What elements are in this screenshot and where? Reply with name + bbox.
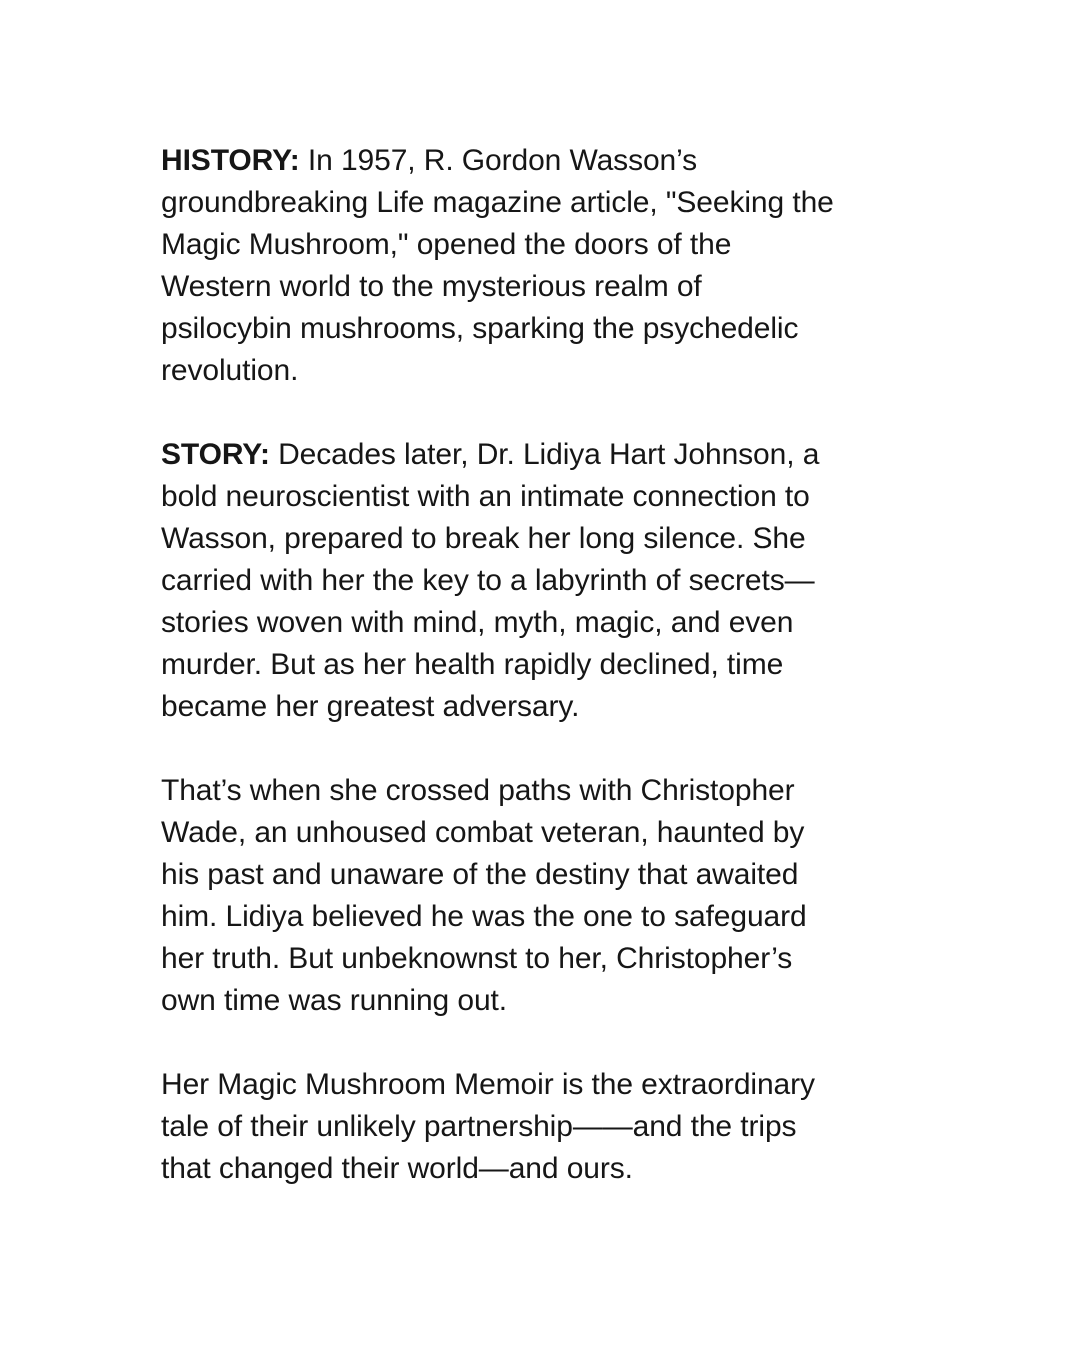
story-line-6: murder. But as her health rapidly declined, time [161,648,784,681]
story-line-3: Wasson, prepared to break her long silence. She [161,522,806,555]
story-line-7: became her greatest adversary. [161,690,580,723]
history-line-3: Magic Mushroom," opened the doors of the [161,228,732,261]
history-paragraph [161,140,921,392]
history-label: HISTORY: [161,144,300,177]
meeting-line-2: Wade, an unhoused combat veteran, haunted by [161,816,805,849]
story-paragraph [161,434,921,728]
meeting-line-6: own time was running out. [161,984,508,1017]
story-line-2: bold neuroscientist with an intimate connection to [161,480,810,513]
meeting-line-1: That’s when she crossed paths with Christopher [161,774,795,807]
history-line-5: psilocybin mushrooms, sparking the psychedelic [161,312,799,345]
story-label: STORY: [161,438,270,471]
meeting-line-5: her truth. But unbeknownst to her, Christopher’s [161,942,793,975]
story-line-4: carried with her the key to a labyrinth of secrets— [161,564,815,597]
story-line-1 [161,434,921,476]
closing-line-2: tale of their unlikely partnership——and the trips [161,1110,797,1143]
synopsis-text [161,140,921,1190]
meeting-line-4: him. Lidiya believed he was the one to safeguard [161,900,807,933]
closing-paragraph [161,1064,921,1190]
story-line-1-text: Decades later, Dr. Lidiya Hart Johnson, a [269,438,820,471]
history-line-1-text: In 1957, R. Gordon Wasson’s [299,144,698,177]
history-line-1 [161,140,921,182]
story-line-5: stories woven with mind, myth, magic, and even [161,606,794,639]
meeting-paragraph [161,770,921,1022]
history-line-4: Western world to the mysterious realm of [161,270,702,303]
history-line-6: revolution. [161,354,299,387]
closing-line-3: that changed their world—and ours. [161,1152,633,1185]
history-line-2: groundbreaking Life magazine article, "Seeking the [161,186,834,219]
closing-line-1: Her Magic Mushroom Memoir is the extraordinary [161,1068,815,1101]
meeting-line-3: his past and unaware of the destiny that awaited [161,858,799,891]
